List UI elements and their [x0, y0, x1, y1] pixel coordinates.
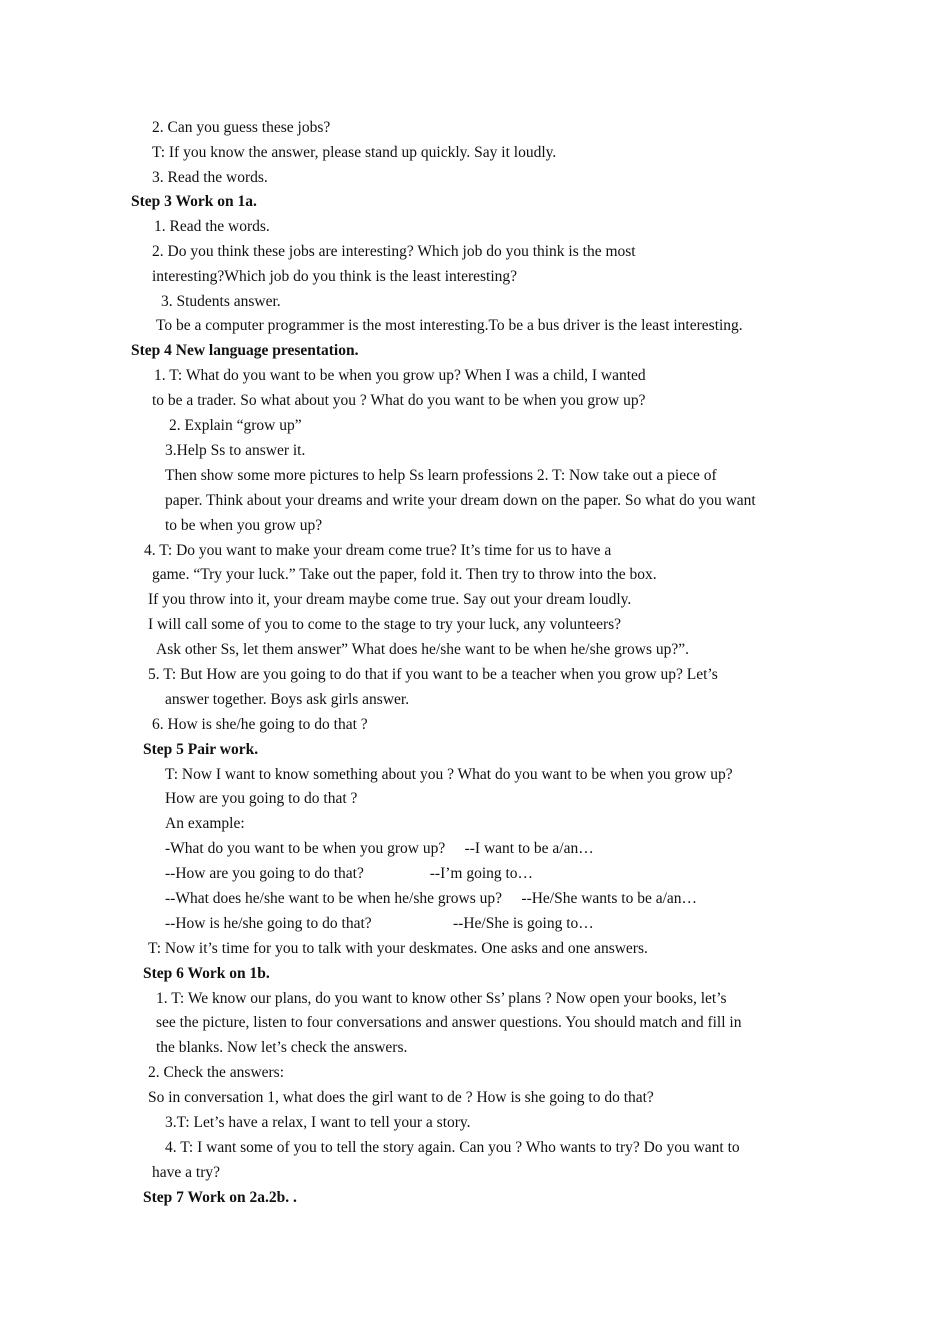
- text-line: Ask other Ss, let them answer” What does he/she want to be when he/she grows up?”.: [156, 641, 690, 658]
- text-line: 1. T: We know our plans, do you want to know other Ss’ plans ? Now open your books, let’s: [156, 990, 727, 1007]
- text-line: So in conversation 1, what does the girl want to de ? How is she going to do that?: [148, 1089, 654, 1106]
- text-line: 2. Explain “grow up”: [169, 417, 302, 434]
- text-line: the blanks. Now let’s check the answers.: [156, 1039, 408, 1056]
- text-line: To be a computer programmer is the most interesting.To be a bus driver is the least interesting.: [156, 317, 743, 334]
- text-line: 1. Read the words.: [154, 218, 270, 235]
- text-line: game. “Try your luck.” Take out the paper, fold it. Then try to throw into the box.: [152, 566, 657, 583]
- step-heading: Step 6 Work on 1b.: [143, 965, 270, 982]
- text-line: T: Now I want to know something about you ? What do you want to be when you grow up?: [165, 766, 733, 783]
- text-line: 3.Help Ss to answer it.: [165, 442, 306, 459]
- text-line: 6. How is she/he going to do that ?: [152, 716, 368, 733]
- text-line: see the picture, listen to four conversations and answer questions. You should match and fill in: [156, 1014, 742, 1031]
- text-line: 3.T: Let’s have a relax, I want to tell your a story.: [165, 1114, 471, 1131]
- text-line: How are you going to do that ?: [165, 790, 358, 807]
- text-line: to be when you grow up?: [165, 517, 323, 534]
- step-heading: Step 5 Pair work.: [143, 741, 259, 758]
- step-heading: Step 7 Work on 2a.2b. .: [143, 1189, 297, 1206]
- text-line: 1. T: What do you want to be when you grow up? When I was a child, I wanted: [154, 367, 646, 384]
- text-line: 2. Do you think these jobs are interesting? Which job do you think is the most: [152, 243, 636, 260]
- text-line: T: Now it’s time for you to talk with your deskmates. One asks and one answers.: [148, 940, 648, 957]
- step-heading: Step 4 New language presentation.: [131, 342, 359, 359]
- text-line: I will call some of you to come to the stage to try your luck, any volunteers?: [148, 616, 622, 633]
- text-line: 3. Read the words.: [152, 169, 268, 186]
- text-line: 4. T: I want some of you to tell the story again. Can you ? Who wants to try? Do you want to: [165, 1139, 740, 1156]
- text-line: An example:: [165, 815, 245, 832]
- text-line: 4. T: Do you want to make your dream come true? It’s time for us to have a: [144, 542, 612, 559]
- text-line: answer together. Boys ask girls answer.: [165, 691, 410, 708]
- text-line: 2. Can you guess these jobs?: [152, 119, 331, 136]
- text-line: paper. Think about your dreams and write your dream down on the paper. So what do you want: [165, 492, 756, 509]
- text-line: interesting?Which job do you think is the least interesting?: [152, 268, 518, 285]
- text-line: --What does he/she want to be when he/she grows up? --He/She wants to be a/an…: [165, 890, 698, 907]
- text-line: have a try?: [152, 1164, 220, 1181]
- text-line: -What do you want to be when you grow up? --I want to be a/an…: [165, 840, 594, 857]
- text-line: --How are you going to do that? --I’m going to…: [165, 865, 534, 882]
- text-line: to be a trader. So what about you ? What do you want to be when you grow up?: [152, 392, 646, 409]
- text-line: 2. Check the answers:: [148, 1064, 285, 1081]
- text-line: 3. Students answer.: [161, 293, 281, 310]
- text-line: If you throw into it, your dream maybe come true. Say out your dream loudly.: [148, 591, 632, 608]
- text-line: 5. T: But How are you going to do that if you want to be a teacher when you grow up? Let’s: [148, 666, 718, 683]
- step-heading: Step 3 Work on 1a.: [131, 193, 257, 210]
- text-line: --How is he/she going to do that? --He/She is going to…: [165, 915, 594, 932]
- text-line: T: If you know the answer, please stand up quickly. Say it loudly.: [152, 144, 557, 161]
- text-line: Then show some more pictures to help Ss learn professions 2. T: Now take out a piece of: [165, 467, 717, 484]
